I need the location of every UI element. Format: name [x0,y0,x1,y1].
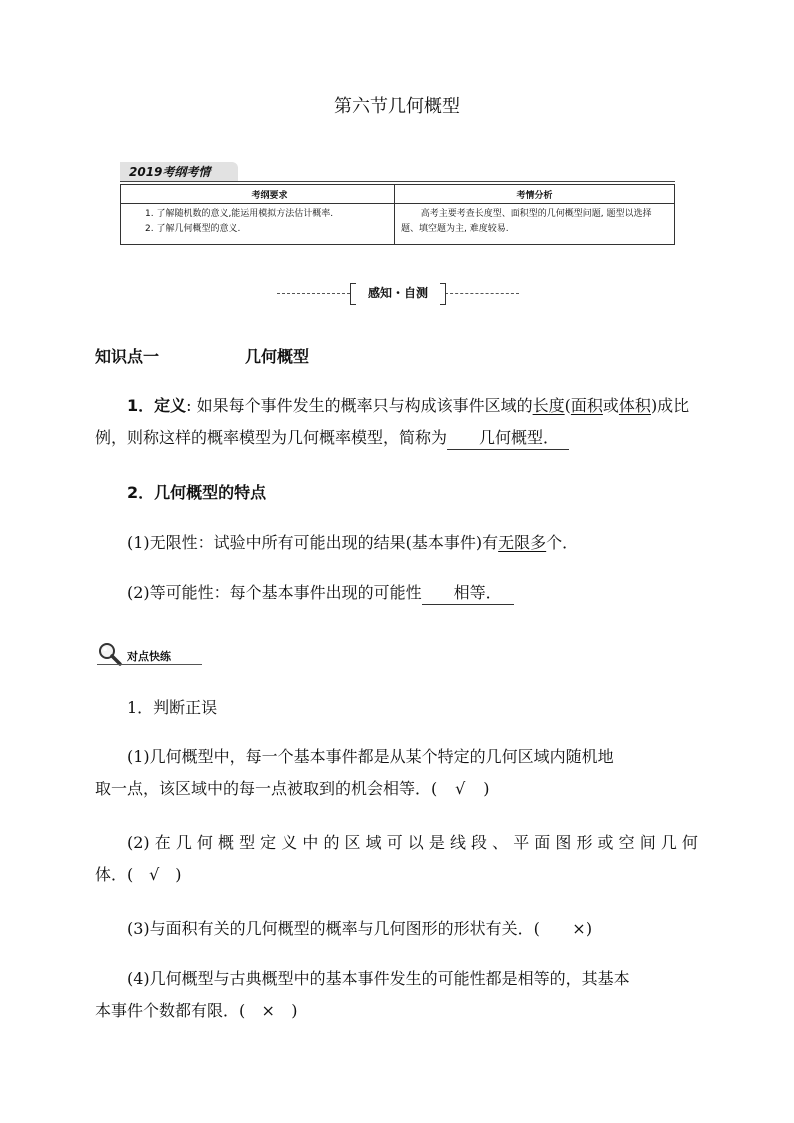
quick-practice-underline [97,664,202,665]
table-header-row [121,185,675,204]
definition-text: : 如果每个事件发生的概率只与构成该事件区域的 [186,396,533,415]
knowledge-point-label: 知识点一 [95,347,160,366]
statement-3 [95,913,705,945]
statement-2 [95,827,705,891]
requirements-cell [121,204,395,245]
statement-4-line1: (4)几何概型与古典概型中的基本事件发生的可能性都是相等的，其基本 [127,969,630,988]
statement-3-text: (3)与面积有关的几何概型的概率与几何图形的形状有关．( [127,919,540,938]
requirement-item: 1. 了解随机数的意义,能运用模拟方法估计概率. [145,209,334,219]
exam-tag-underline [120,181,675,182]
statement-2-line2 [95,859,705,891]
paren-close: ) [291,1001,298,1020]
paren-open: ( [564,396,571,415]
exam-outline-tag: 2019考纲考情 [120,162,238,182]
statement-1 [95,741,705,805]
blank-volume: 体积 [618,396,651,415]
statement-1-line1: (1)几何概型中，每一个基本事件都是从某个特定的几何区域内随机地 [127,747,614,766]
page-title: 第六节几何概型 [334,96,460,117]
feature-equal [95,577,705,609]
blank-infinite: 无限多 [498,533,547,552]
statement-2-line1: (2) 在 几 何 概 型 定 义 中 的 区 域 可 以 是 线 段 、 平 面 图 形 或 空 间 几 何 [127,833,698,852]
feature-infinite [95,527,705,559]
divider-right [445,293,519,294]
word-or: 或 [602,396,619,415]
statement-1-text: 取一点，该区域中的每一点被取到的机会相等．( [95,779,438,798]
paren-close: ) [175,865,182,884]
analysis-cell: 高考主要考查长度型、面积型的几何概型问题, 题型以选择题、填空题为主, 难度较易. [395,204,675,245]
statement-4-line2 [95,995,705,1027]
definition-text-cont: )成比例，则称这样的概率模型为几何概率模型，简称为 [95,396,690,447]
paren-close: ) [585,919,593,938]
answer-mark-correct: √ [455,779,466,798]
knowledge-point-title: 几何概型 [245,347,310,366]
exam-outline-table [120,184,675,245]
answer-mark-correct: √ [149,865,160,884]
blank-area: 面积 [570,396,603,415]
statement-4-text: 本事件个数都有限．( [95,1001,246,1020]
section-perception-label: 感知・自测 [367,286,428,300]
definition-paragraph [95,390,705,454]
blank-length: 长度 [532,396,565,415]
statement-2-text: 体．( [95,865,134,884]
features-heading: 2．几何概型的特点 [127,483,267,502]
quick-practice-label: 对点快练 [127,650,171,663]
table-row [121,204,675,245]
statement-4 [95,963,705,1027]
divider-left [277,293,350,294]
table-header-analysis: 考情分析 [395,185,675,204]
feature-infinite-end: 个． [546,533,579,552]
statement-1-line2 [95,773,705,805]
answer-mark-wrong: × [261,1001,275,1020]
question-1-heading: 1．判断正误 [127,698,218,717]
requirement-item: 2. 了解几何概型的意义. [145,224,241,234]
feature-infinite-text: (1)无限性：试验中所有可能出现的结果(基本事件)有 [127,533,499,552]
blank-equal: 相等． [422,582,514,605]
definition-heading: 1．定义 [127,396,187,415]
table-header-requirements: 考纲要求 [121,185,395,204]
paren-close: ) [483,779,490,798]
feature-equal-text: (2)等可能性：每个基本事件出现的可能性 [127,583,422,602]
blank-model: 几何概型． [447,427,569,450]
answer-mark-wrong: × [572,919,586,938]
